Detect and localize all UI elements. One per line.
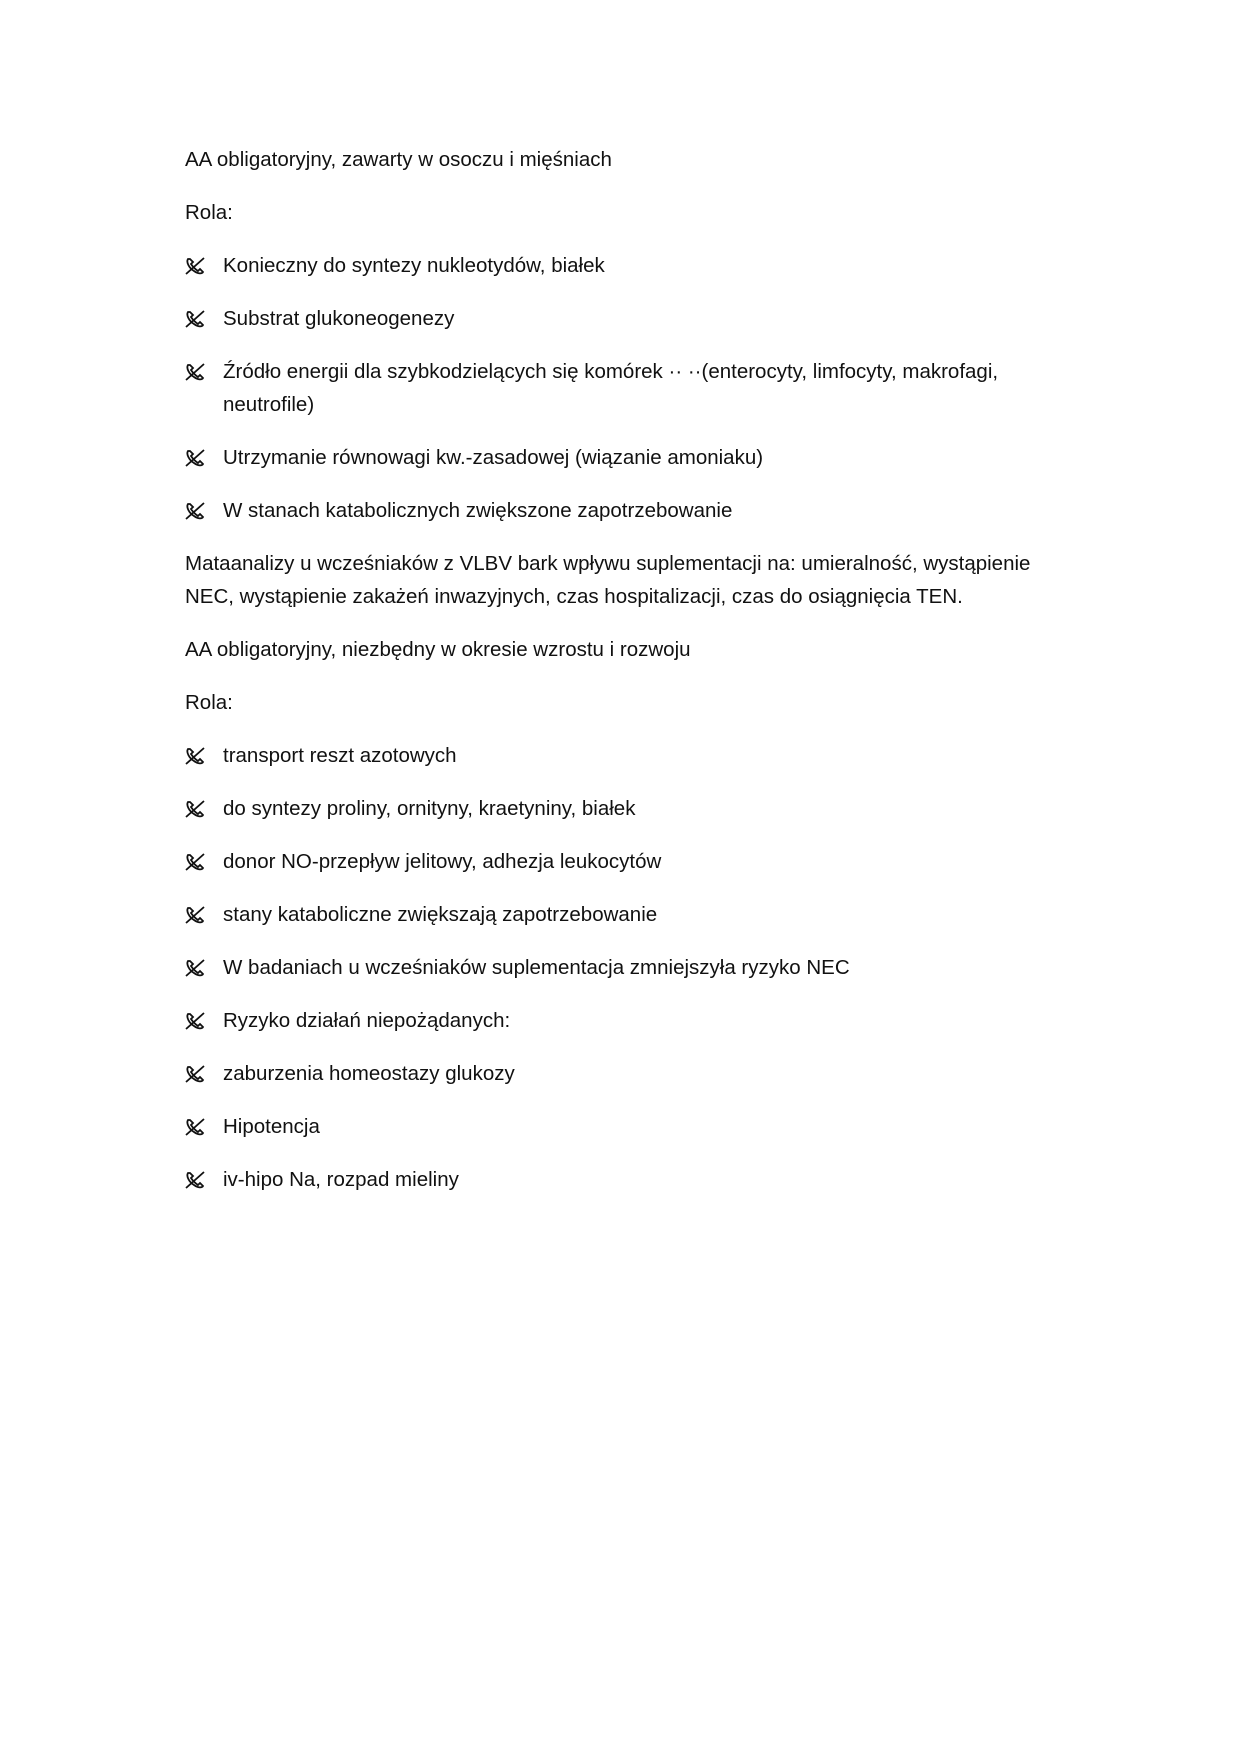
crossed-phone-icon bbox=[185, 362, 207, 382]
crossed-phone-icon bbox=[185, 448, 207, 468]
section1-heading: AA obligatoryjny, zawarty w osoczu i mięśniach bbox=[185, 148, 612, 171]
list-item bbox=[185, 302, 1065, 335]
list-item-text: Konieczny do syntezy nukleotydów, białek bbox=[223, 254, 605, 277]
crossed-phone-icon bbox=[185, 799, 207, 819]
crossed-phone-icon bbox=[185, 309, 207, 329]
list-item bbox=[185, 792, 1065, 825]
list-item-text: Hipotencja bbox=[223, 1115, 320, 1138]
section2-heading: AA obligatoryjny, niezbędny w okresie wzrostu i rozwoju bbox=[185, 638, 691, 661]
list-item-text: do syntezy proliny, ornityny, kraetyniny, białek bbox=[223, 797, 636, 820]
list-item-text: zaburzenia homeostazy glukozy bbox=[223, 1062, 515, 1085]
list-item-text: Źródło energii dla szybkodzielących się komórek ·· ··(enterocyty, limfocyty, makrofagi, neutrofile) bbox=[223, 360, 999, 416]
crossed-phone-icon bbox=[185, 1011, 207, 1031]
crossed-phone-icon bbox=[185, 1117, 207, 1137]
list-item bbox=[185, 1004, 1065, 1037]
list-item bbox=[185, 845, 1065, 878]
section1-note: Mataanalizy u wcześniaków z VLBV bark wpływu suplementacji na: umieralność, wystąpienie NEC, wystąpienie zakażeń inwazyjnych, czas hospitalizacji, czas do osiągnięcia TEN. bbox=[185, 552, 1031, 608]
list-item bbox=[185, 1163, 1065, 1196]
list-item-text: iv-hipo Na, rozpad mieliny bbox=[223, 1168, 459, 1191]
list-item-text: Ryzyko działań niepożądanych: bbox=[223, 1009, 511, 1032]
section2-role-label: Rola: bbox=[185, 691, 233, 714]
list-item-text: Utrzymanie równowagi kw.-zasadowej (wiązanie amoniaku) bbox=[223, 446, 764, 469]
crossed-phone-icon bbox=[185, 958, 207, 978]
list-item-text: transport reszt azotowych bbox=[223, 744, 457, 767]
list-item-text: donor NO-przepływ jelitowy, adhezja leukocytów bbox=[223, 850, 662, 873]
crossed-phone-icon bbox=[185, 1170, 207, 1190]
crossed-phone-icon bbox=[185, 1064, 207, 1084]
section1-role-label: Rola: bbox=[185, 201, 233, 224]
list-item bbox=[185, 249, 1065, 282]
crossed-phone-icon bbox=[185, 256, 207, 276]
list-item bbox=[185, 441, 1065, 474]
crossed-phone-icon bbox=[185, 905, 207, 925]
list-item bbox=[185, 898, 1065, 931]
crossed-phone-icon bbox=[185, 852, 207, 872]
crossed-phone-icon bbox=[185, 501, 207, 521]
list-item-text: stany kataboliczne zwiększają zapotrzebowanie bbox=[223, 903, 658, 926]
list-item bbox=[185, 739, 1065, 772]
list-item bbox=[185, 355, 1065, 421]
list-item-text: W stanach katabolicznych zwiększone zapotrzebowanie bbox=[223, 499, 733, 522]
crossed-phone-icon bbox=[185, 746, 207, 766]
list-item bbox=[185, 1057, 1065, 1090]
list-item bbox=[185, 494, 1065, 527]
list-item bbox=[185, 951, 1065, 984]
list-item-text: Substrat glukoneogenezy bbox=[223, 307, 455, 330]
document-body bbox=[185, 143, 1065, 1216]
list-item-text: W badaniach u wcześniaków suplementacja zmniejszyła ryzyko NEC bbox=[223, 956, 850, 979]
list-item bbox=[185, 1110, 1065, 1143]
